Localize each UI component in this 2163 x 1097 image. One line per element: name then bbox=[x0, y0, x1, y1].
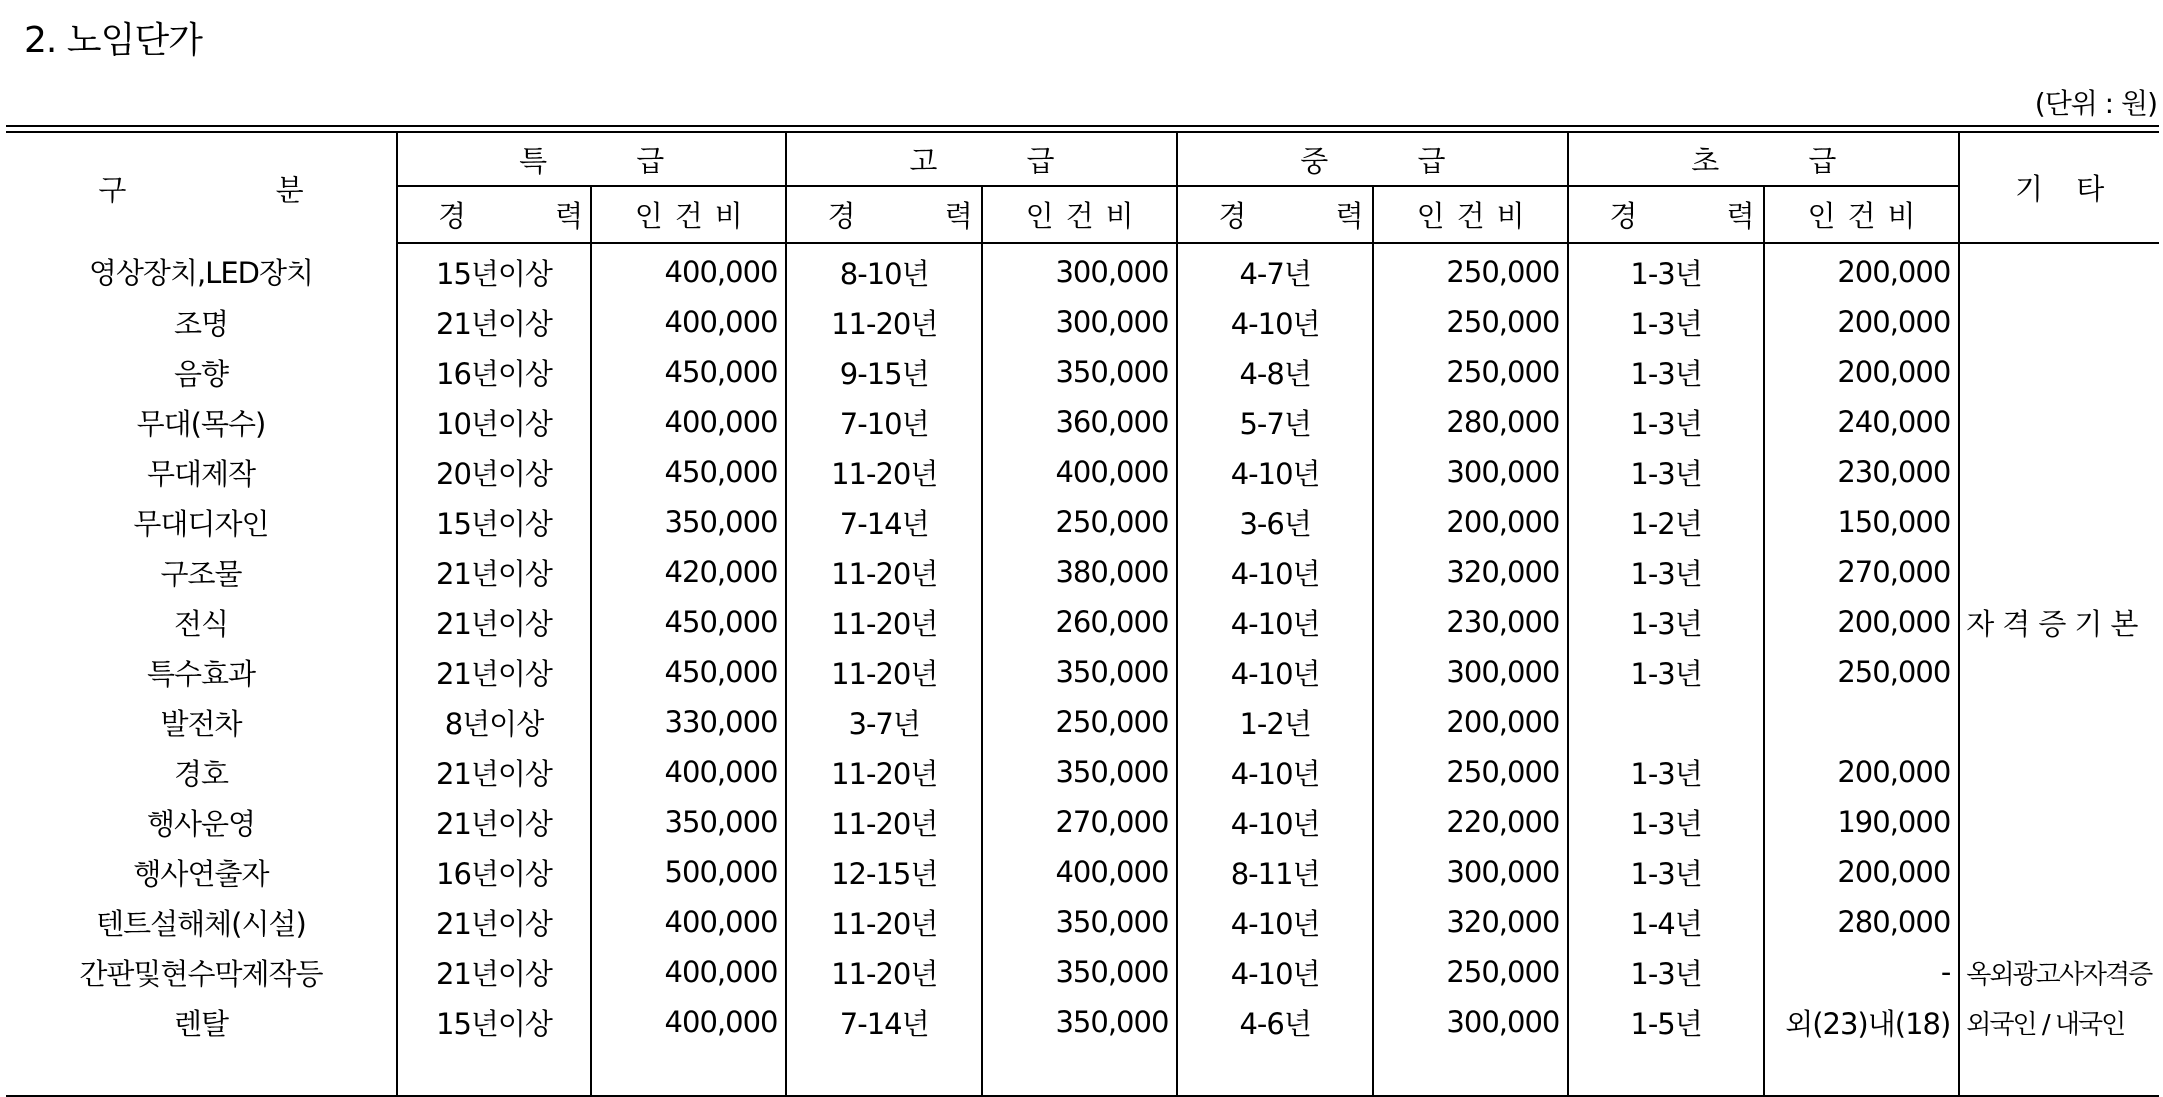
cell-g4c: 200,000 bbox=[1764, 597, 1959, 647]
table-row bbox=[6, 947, 2159, 997]
cell-name: 렌탈 bbox=[173, 1006, 228, 1041]
cell-note bbox=[1959, 397, 2159, 447]
cell-g2e: 7-10년 bbox=[786, 397, 981, 447]
cell-g2c: 300,000 bbox=[982, 297, 1177, 347]
cell-name: 행사연출자 bbox=[133, 856, 269, 891]
cell-g3e: 8-11년 bbox=[1177, 847, 1372, 897]
header-grade-junior: 초 급 bbox=[1568, 132, 1959, 186]
cell-empty bbox=[1764, 1047, 1959, 1096]
header-cost: 인건비 bbox=[591, 186, 786, 243]
cell-g3e: 4-10년 bbox=[1177, 547, 1372, 597]
cell-g3c: 200,000 bbox=[1373, 697, 1568, 747]
cell-g2e: 11-20년 bbox=[786, 647, 981, 697]
cell-g3e: 4-10년 bbox=[1177, 447, 1372, 497]
cell-g2c: 360,000 bbox=[982, 397, 1177, 447]
cell-g2c: 250,000 bbox=[982, 497, 1177, 547]
table-row bbox=[6, 897, 2159, 947]
header-experience: 경 력 bbox=[1177, 186, 1372, 243]
cell-g1c: 400,000 bbox=[591, 397, 786, 447]
cell-g1c: 350,000 bbox=[591, 797, 786, 847]
cell-g3c: 320,000 bbox=[1373, 897, 1568, 947]
cell-g4c: 270,000 bbox=[1764, 547, 1959, 597]
table-row bbox=[6, 243, 2159, 297]
cell-g4c: 200,000 bbox=[1764, 347, 1959, 397]
cell-g2e: 11-20년 bbox=[786, 897, 981, 947]
cell-g2c: 350,000 bbox=[982, 647, 1177, 697]
cell-note bbox=[1959, 447, 2159, 497]
cell-note: 옥외광고사자격증 bbox=[1959, 947, 2159, 997]
top-double-rule bbox=[6, 125, 2159, 127]
cell-name: 텐트설해체(시설) bbox=[96, 906, 306, 941]
cell-g4c: 200,000 bbox=[1764, 847, 1959, 897]
cell-empty bbox=[591, 1047, 786, 1096]
cell-g1e: 21년이상 bbox=[397, 647, 591, 697]
table-row bbox=[6, 747, 2159, 797]
cell-g2e: 11-20년 bbox=[786, 747, 981, 797]
cell-empty bbox=[397, 1047, 591, 1096]
cell-g3e: 3-6년 bbox=[1177, 497, 1372, 547]
cell-g1e: 21년이상 bbox=[397, 547, 591, 597]
cell-g1c: 450,000 bbox=[591, 647, 786, 697]
cell-g4e: 1-3년 bbox=[1568, 447, 1763, 497]
cell-name: 무대(목수) bbox=[136, 406, 266, 441]
cell-g3e: 4-10년 bbox=[1177, 947, 1372, 997]
cell-g3c: 280,000 bbox=[1373, 397, 1568, 447]
table-row bbox=[6, 347, 2159, 397]
cell-g3e: 4-10년 bbox=[1177, 647, 1372, 697]
cell-g1e: 15년이상 bbox=[397, 497, 591, 547]
cell-g2c: 250,000 bbox=[982, 697, 1177, 747]
cell-g3c: 250,000 bbox=[1373, 347, 1568, 397]
table-row bbox=[6, 497, 2159, 547]
cell-note bbox=[1959, 797, 2159, 847]
cell-note bbox=[1959, 347, 2159, 397]
cell-g4c: 200,000 bbox=[1764, 747, 1959, 797]
cell-g4e: 1-3년 bbox=[1568, 847, 1763, 897]
cell-g1e: 21년이상 bbox=[397, 897, 591, 947]
cell-g3e: 4-10년 bbox=[1177, 797, 1372, 847]
cell-g3e: 4-10년 bbox=[1177, 897, 1372, 947]
header-grade-special: 특 급 bbox=[397, 132, 787, 186]
cell-empty bbox=[1177, 1047, 1372, 1096]
cell-name: 조명 bbox=[173, 306, 228, 341]
cell-g4e bbox=[1568, 697, 1763, 747]
cell-g2e: 11-20년 bbox=[786, 297, 981, 347]
cell-g2c: 400,000 bbox=[982, 447, 1177, 497]
cell-g4c: 외(23)내(18) bbox=[1764, 997, 1959, 1047]
cell-g1c: 450,000 bbox=[591, 447, 786, 497]
cell-note bbox=[1959, 697, 2159, 747]
cell-g2c: 350,000 bbox=[982, 747, 1177, 797]
cell-g4c: - bbox=[1764, 947, 1959, 997]
cell-empty bbox=[1568, 1047, 1763, 1096]
cell-empty bbox=[1959, 1047, 2159, 1096]
cell-g2c: 380,000 bbox=[982, 547, 1177, 597]
cell-g4c: 200,000 bbox=[1764, 297, 1959, 347]
cell-g3c: 320,000 bbox=[1373, 547, 1568, 597]
cell-g3e: 4-10년 bbox=[1177, 297, 1372, 347]
cell-g1e: 15년이상 bbox=[397, 997, 591, 1047]
cell-g4c: 250,000 bbox=[1764, 647, 1959, 697]
header-experience: 경 력 bbox=[1568, 186, 1763, 243]
cell-g1e: 21년이상 bbox=[397, 947, 591, 997]
table-row bbox=[6, 997, 2159, 1047]
cell-g2e: 8-10년 bbox=[786, 243, 981, 297]
cell-note bbox=[1959, 547, 2159, 597]
cell-g1e: 21년이상 bbox=[397, 747, 591, 797]
header-category: 구 분 bbox=[6, 132, 397, 243]
cell-g1c: 400,000 bbox=[591, 297, 786, 347]
cell-g1e: 10년이상 bbox=[397, 397, 591, 447]
cell-g3c: 220,000 bbox=[1373, 797, 1568, 847]
cell-g3c: 300,000 bbox=[1373, 997, 1568, 1047]
header-grade-high: 고 급 bbox=[786, 132, 1177, 186]
cell-g4e: 1-3년 bbox=[1568, 597, 1763, 647]
table-row bbox=[6, 847, 2159, 897]
cell-g1e: 16년이상 bbox=[397, 347, 591, 397]
cell-g4e: 1-3년 bbox=[1568, 243, 1763, 297]
header-cost: 인건비 bbox=[982, 186, 1177, 243]
cell-name: 경호 bbox=[173, 756, 228, 791]
unit-label: (단위 : 원) bbox=[2034, 87, 2157, 120]
cell-g1e: 15년이상 bbox=[397, 243, 591, 297]
cell-empty bbox=[6, 1047, 397, 1096]
cell-g1e: 16년이상 bbox=[397, 847, 591, 897]
cell-g4c: 230,000 bbox=[1764, 447, 1959, 497]
cell-g4e: 1-3년 bbox=[1568, 297, 1763, 347]
table-row bbox=[6, 647, 2159, 697]
cell-g2e: 11-20년 bbox=[786, 447, 981, 497]
cell-name: 전식 bbox=[173, 606, 228, 641]
cell-g1e: 21년이상 bbox=[397, 597, 591, 647]
cell-g3e: 4-7년 bbox=[1177, 243, 1372, 297]
cell-g4e: 1-3년 bbox=[1568, 797, 1763, 847]
cell-g3c: 250,000 bbox=[1373, 297, 1568, 347]
cell-g2e: 11-20년 bbox=[786, 947, 981, 997]
cell-name: 간판및현수막제작등 bbox=[79, 956, 323, 991]
cell-g2c: 270,000 bbox=[982, 797, 1177, 847]
cell-g1e: 21년이상 bbox=[397, 797, 591, 847]
cell-g3c: 300,000 bbox=[1373, 647, 1568, 697]
cell-g2e: 3-7년 bbox=[786, 697, 981, 747]
header-grade-mid: 중 급 bbox=[1177, 132, 1568, 186]
cell-g3e: 4-6년 bbox=[1177, 997, 1372, 1047]
cell-g1c: 400,000 bbox=[591, 243, 786, 297]
cell-note bbox=[1959, 847, 2159, 897]
cell-g4e: 1-3년 bbox=[1568, 747, 1763, 797]
cell-g3e: 5-7년 bbox=[1177, 397, 1372, 447]
cell-note bbox=[1959, 897, 2159, 947]
cell-g3e: 4-10년 bbox=[1177, 747, 1372, 797]
wage-table bbox=[6, 131, 2159, 1097]
cell-g2c: 350,000 bbox=[982, 897, 1177, 947]
table-row bbox=[6, 597, 2159, 647]
cell-g1c: 500,000 bbox=[591, 847, 786, 897]
table-row bbox=[6, 447, 2159, 497]
cell-g4e: 1-4년 bbox=[1568, 897, 1763, 947]
cell-g4e: 1-3년 bbox=[1568, 647, 1763, 697]
cell-g4c: 190,000 bbox=[1764, 797, 1959, 847]
cell-g3c: 300,000 bbox=[1373, 847, 1568, 897]
cell-g2e: 9-15년 bbox=[786, 347, 981, 397]
cell-g2c: 350,000 bbox=[982, 347, 1177, 397]
header-experience: 경 력 bbox=[397, 186, 591, 243]
cell-g2c: 350,000 bbox=[982, 997, 1177, 1047]
cell-name: 구조물 bbox=[160, 556, 242, 591]
table-row bbox=[6, 697, 2159, 747]
cell-g1c: 350,000 bbox=[591, 497, 786, 547]
cell-g2e: 11-20년 bbox=[786, 547, 981, 597]
cell-g2c: 300,000 bbox=[982, 243, 1177, 297]
cell-g4e: 1-3년 bbox=[1568, 547, 1763, 597]
cell-g4c: 150,000 bbox=[1764, 497, 1959, 547]
header-experience: 경 력 bbox=[786, 186, 981, 243]
cell-g1e: 8년이상 bbox=[397, 697, 591, 747]
cell-g2e: 11-20년 bbox=[786, 597, 981, 647]
cell-g3e: 4-8년 bbox=[1177, 347, 1372, 397]
cell-name: 발전차 bbox=[160, 706, 242, 741]
cell-empty bbox=[1373, 1047, 1568, 1096]
cell-g2c: 400,000 bbox=[982, 847, 1177, 897]
cell-g3c: 230,000 bbox=[1373, 597, 1568, 647]
cell-g1c: 330,000 bbox=[591, 697, 786, 747]
cell-g3c: 200,000 bbox=[1373, 497, 1568, 547]
cell-g3e: 4-10년 bbox=[1177, 597, 1372, 647]
cell-g1c: 450,000 bbox=[591, 597, 786, 647]
cell-g4e: 1-3년 bbox=[1568, 947, 1763, 997]
cell-g2c: 260,000 bbox=[982, 597, 1177, 647]
cell-name: 음향 bbox=[173, 356, 228, 391]
cell-note: 자격증기본 bbox=[1959, 597, 2159, 647]
cell-g2e: 7-14년 bbox=[786, 997, 981, 1047]
cell-note bbox=[1959, 647, 2159, 697]
table-row bbox=[6, 547, 2159, 597]
header-cost: 인건비 bbox=[1373, 186, 1568, 243]
cell-g1e: 21년이상 bbox=[397, 297, 591, 347]
cell-g4c bbox=[1764, 697, 1959, 747]
cell-note: 외국인 / 내국인 bbox=[1959, 997, 2159, 1047]
cell-name: 무대제작 bbox=[146, 456, 255, 491]
cell-empty bbox=[982, 1047, 1177, 1096]
table-row bbox=[6, 797, 2159, 847]
cell-g4c: 240,000 bbox=[1764, 397, 1959, 447]
cell-g1e: 20년이상 bbox=[397, 447, 591, 497]
cell-g1c: 400,000 bbox=[591, 997, 786, 1047]
cell-g1c: 450,000 bbox=[591, 347, 786, 397]
cell-name: 특수효과 bbox=[146, 656, 255, 691]
cell-g3c: 250,000 bbox=[1373, 747, 1568, 797]
cell-g1c: 400,000 bbox=[591, 947, 786, 997]
cell-g4e: 1-2년 bbox=[1568, 497, 1763, 547]
table-row bbox=[6, 397, 2159, 447]
cell-g2c: 350,000 bbox=[982, 947, 1177, 997]
table-row bbox=[6, 297, 2159, 347]
cell-name: 무대디자인 bbox=[133, 506, 269, 541]
cell-g3c: 250,000 bbox=[1373, 947, 1568, 997]
cell-g4c: 280,000 bbox=[1764, 897, 1959, 947]
cell-g4c: 200,000 bbox=[1764, 243, 1959, 297]
cell-note bbox=[1959, 243, 2159, 297]
cell-g3c: 300,000 bbox=[1373, 447, 1568, 497]
header-note: 기 타 bbox=[1959, 132, 2159, 243]
cell-note bbox=[1959, 297, 2159, 347]
cell-g2e: 11-20년 bbox=[786, 797, 981, 847]
cell-g1c: 420,000 bbox=[591, 547, 786, 597]
cell-g1c: 400,000 bbox=[591, 747, 786, 797]
cell-note bbox=[1959, 747, 2159, 797]
cell-g4e: 1-3년 bbox=[1568, 347, 1763, 397]
page-title: 2. 노임단가 bbox=[24, 20, 202, 61]
table-row-blank bbox=[6, 1047, 2159, 1096]
cell-note bbox=[1959, 497, 2159, 547]
cell-name: 행사운영 bbox=[146, 806, 255, 841]
cell-empty bbox=[786, 1047, 981, 1096]
cell-g4e: 1-3년 bbox=[1568, 397, 1763, 447]
cell-g2e: 7-14년 bbox=[786, 497, 981, 547]
cell-name: 영상장치,LED장치 bbox=[88, 256, 314, 290]
cell-g3c: 250,000 bbox=[1373, 243, 1568, 297]
cell-g3e: 1-2년 bbox=[1177, 697, 1372, 747]
cell-g1c: 400,000 bbox=[591, 897, 786, 947]
cell-g2e: 12-15년 bbox=[786, 847, 981, 897]
header-cost: 인건비 bbox=[1764, 186, 1959, 243]
cell-g4e: 1-5년 bbox=[1568, 997, 1763, 1047]
